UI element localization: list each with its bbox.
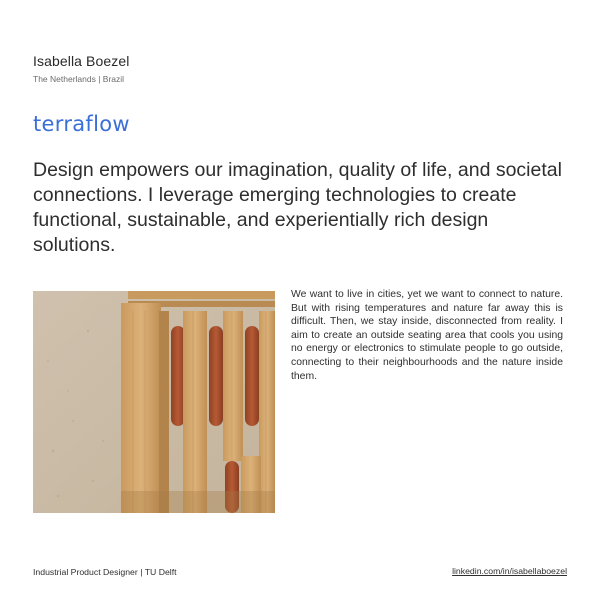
footer-role: Industrial Product Designer | TU Delft [33, 567, 177, 577]
design-statement: Design empowers our imagination, quality of life, and societal connections. I leverage emerging technologies to create functional, sustainable, and experientially rich design solutions. [33, 159, 562, 256]
linkedin-link[interactable]: linkedin.com/in/isabellaboezel [452, 566, 567, 576]
designer-location: The Netherlands | Brazil [33, 74, 125, 84]
project-description: We want to live in cities, yet we want to connect to nature. But with rising temperatures and nature far away this is difficult. Then, we stay inside, disconnected from reality. I aim to create an outside seating area that cools you using no energy or electronics to stimulate people to go outside, connecting to their neighbourhoods and the nature inside them. [291, 289, 563, 382]
designer-name: Isabella Boezel [33, 53, 130, 69]
wooden-bench-image [33, 291, 275, 513]
product-photo [33, 291, 275, 513]
project-logo: terraflow [33, 112, 130, 136]
